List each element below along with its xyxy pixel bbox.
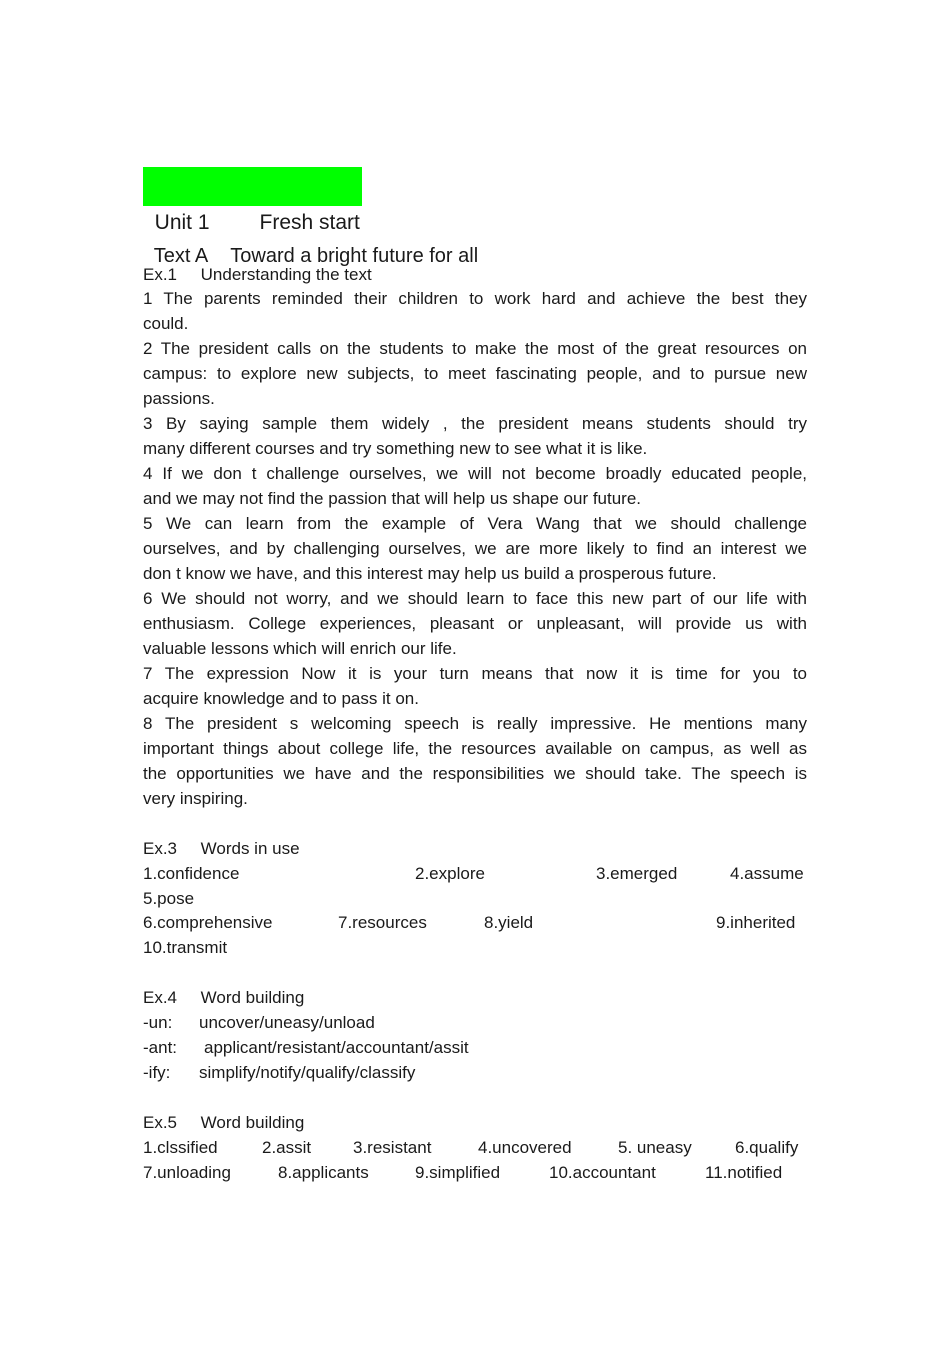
ex3-word: 1.confidence: [143, 864, 240, 883]
ex5-word: 3.resistant: [353, 1138, 432, 1157]
ex1-line: and we may not find the passion that will help us shape our future.: [143, 489, 642, 508]
ex4-words: applicant/resistant/accountant/assit: [204, 1038, 469, 1057]
ex1-line: 4 If we don t challenge ourselves, we will not become broadly educated people,: [143, 464, 807, 483]
ex1-line: important things about college life, the resources available on campus, as well as: [143, 739, 807, 758]
ex1-line: passions.: [143, 389, 215, 408]
ex5-word: 4.uncovered: [478, 1138, 572, 1157]
ex1-line: the opportunities we have and the responsibilities we should take. The speech is: [143, 764, 807, 783]
ex1-line: 2 The president calls on the students to make the most of the great resources on: [143, 339, 807, 358]
ex5-word: 5. uneasy: [618, 1138, 692, 1157]
unit-number: Unit 1: [154, 211, 210, 234]
unit-banner: [143, 167, 362, 234]
ex3-word: 10.transmit: [143, 938, 228, 957]
ex1-line: very inspiring.: [143, 789, 248, 808]
ex4-prefix: -ant:: [143, 1038, 178, 1057]
ex3-heading: Ex.3 Words in use: [143, 839, 300, 858]
ex1-line: 3 By saying sample them widely , the president means students should try: [143, 414, 807, 433]
ex4-words: simplify/notify/qualify/classify: [199, 1063, 416, 1082]
ex1-heading: Ex.1 Understanding the text: [143, 265, 372, 284]
ex1-line: enthusiasm. College experiences, pleasant or unpleasant, will provide us with: [143, 614, 807, 633]
ex5-word: 11.notified: [705, 1163, 783, 1182]
text-title: [143, 222, 478, 268]
ex1-line: 1 The parents reminded their children to work hard and achieve the best they: [143, 289, 807, 308]
ex5-word: 8.applicants: [278, 1163, 369, 1182]
ex1-line: 6 We should not worry, and we should learn to face this new part of our life with: [143, 589, 807, 608]
ex1-line: many different courses and try something new to see what it is like.: [143, 439, 648, 458]
ex5-word: 10.accountant: [549, 1163, 656, 1182]
ex3-word: 9.inherited: [716, 913, 796, 932]
ex4-prefix: -ify:: [143, 1063, 171, 1082]
ex5-word: 6.qualify: [735, 1138, 799, 1157]
text-title-name: Toward a bright future for all: [230, 245, 479, 267]
ex5-word: 2.assit: [262, 1138, 312, 1157]
ex5-word: 1.clssified: [143, 1138, 218, 1157]
ex3-word: 6.comprehensive: [143, 913, 273, 932]
ex1-line: 7 The expression Now it is your turn means that now it is time for you to: [143, 664, 807, 683]
unit-name: Fresh start: [259, 211, 360, 234]
ex4-prefix: -un:: [143, 1013, 173, 1032]
ex5-word: 9.simplified: [415, 1163, 501, 1182]
ex1-line: 8 The president s welcoming speech is really impressive. He mentions many: [143, 714, 807, 733]
ex3-word: 7.resources: [338, 913, 427, 932]
ex1-line: ourselves, and by challenging ourselves, we are more likely to find an interest we: [143, 539, 807, 558]
ex1-line: could.: [143, 314, 189, 333]
ex1-line: don t know we have, and this interest may help us build a prosperous future.: [143, 564, 717, 583]
ex1-line: campus: to explore new subjects, to meet fascinating people, and to pursue new: [143, 364, 807, 383]
ex4-words: uncover/uneasy/unload: [199, 1013, 375, 1032]
ex1-line: acquire knowledge and to pass it on.: [143, 689, 419, 708]
ex3-word: 2.explore: [415, 864, 485, 883]
text-label: Text A: [153, 245, 209, 267]
ex3-word: 8.yield: [484, 913, 534, 932]
ex5-word: 7.unloading: [143, 1163, 231, 1182]
ex3-word: 4.assume: [730, 864, 804, 883]
ex5-heading: Ex.5 Word building: [143, 1113, 305, 1132]
ex4-heading: Ex.4 Word building: [143, 988, 305, 1007]
ex3-word: 3.emerged: [596, 864, 678, 883]
ex3-word: 5.pose: [143, 889, 195, 908]
ex1-line: 5 We can learn from the example of Vera Wang that we should challenge: [143, 514, 807, 533]
ex1-line: valuable lessons which will enrich our life.: [143, 639, 457, 658]
